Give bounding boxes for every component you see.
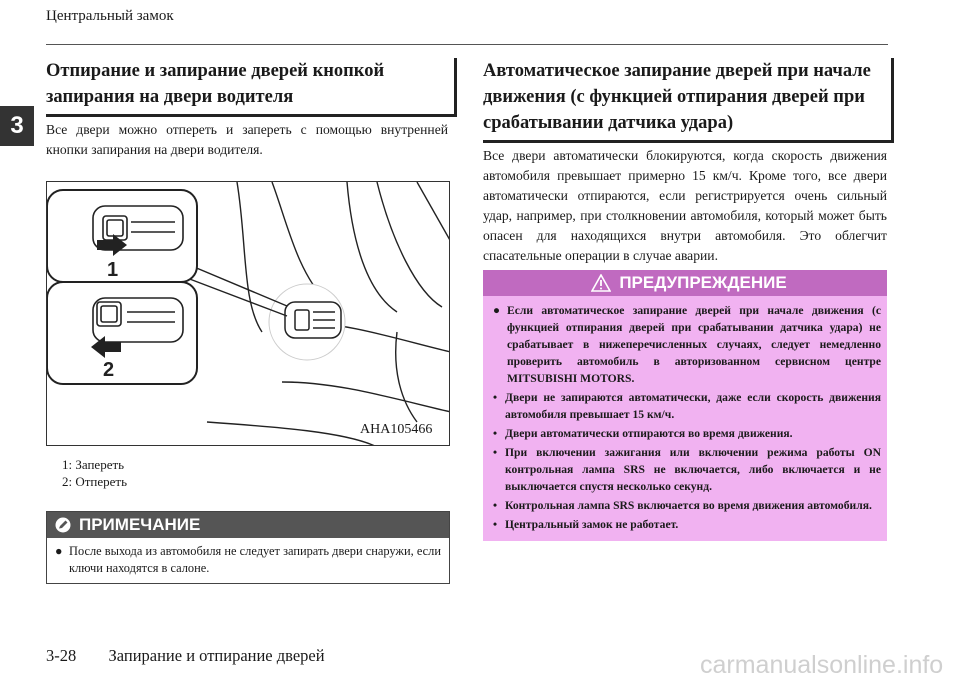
warning-list-item: • Центральный замок не работает. (493, 518, 679, 531)
running-header: Центральный замок (46, 8, 174, 24)
warning-list-item: • При включении зажигания или включении режима работы ON контрольная лампа SRS не включается, либо включается и не выключается спустя несколько секунд. (493, 446, 881, 493)
chapter-tab[interactable]: 3 (0, 106, 34, 146)
warning-item-text: Центральный замок не работает. (505, 518, 679, 531)
caption-unlock: 2: Отпереть (62, 474, 128, 489)
warning-item-text: При включении зажигания или включении режима работы ON контрольная лампа SRS не включается, либо включается и не выключается спустя несколько секунд. (505, 446, 881, 493)
figure-captions (62, 456, 127, 490)
note-header (47, 512, 449, 538)
note-body (47, 538, 449, 583)
warning-list-item: • Двери не запираются автоматически, даже если скорость движения автомобиля превышает 15 км/ч. (493, 391, 881, 421)
section-heading-driver-lock: Отпирание и запирание дверей кнопкой запирания на двери водителя (46, 58, 457, 117)
note-title: ПРИМЕЧАНИЕ (79, 515, 201, 534)
auto-lock-description: Все двери автоматически блокируются, когда скорость движения автомобиля превышает примерно 15 км/ч. Кроме того, все двери автоматически отпираются, если регистрируется очень сильный удар, например, при столкновении автомобиля, который может быть опасен для находящихся внутри автомобиля. Это облегчит спасательные операции в случае аварии. (483, 148, 887, 263)
note-box (46, 511, 450, 584)
bullet-dot-icon: ● (493, 304, 501, 317)
watermark-text: carmanualsonline.info (700, 651, 944, 679)
warning-box (483, 270, 887, 541)
callout-1: 1 (107, 259, 119, 281)
section-heading-auto-lock: Автоматическое запирание дверей при начале движения (с функцией отпирания дверей при срабатывании датчика удара) (483, 58, 894, 143)
footer-title: Запирание и отпирание дверей (108, 646, 325, 665)
warning-item-text: Контрольная лампа SRS включается во время движения автомобиля. (505, 499, 872, 512)
warning-list-item: • Двери автоматически отпираются во время движения. (493, 427, 793, 440)
warning-triangle-icon (591, 274, 611, 292)
figure-code: AHA105466 (360, 422, 433, 437)
door-lock-illustration (47, 182, 450, 446)
warning-header (483, 270, 887, 296)
note-text: После выхода из автомобиля не следует запирать двери снаружи, если ключи находятся в салоне. (69, 544, 441, 575)
warning-list-item: • Контрольная лампа SRS включается во время движения автомобиля. (493, 499, 872, 512)
warning-body (483, 296, 887, 541)
driver-lock-description: Все двери можно отпереть и запереть с помощью внутренней кнопки запирания на двери водителя. (46, 122, 448, 157)
door-lock-figure (46, 181, 450, 446)
warning-lead-item (493, 302, 881, 387)
header-divider (46, 44, 888, 45)
bullet-dot-icon: ● (55, 544, 63, 558)
warning-item-text: Двери автоматически отпираются во время движения. (505, 427, 793, 440)
callout-2: 2 (103, 359, 115, 381)
page-footer (46, 646, 325, 666)
caption-lock: 1: Запереть (62, 457, 125, 472)
page-number: 3-28 (46, 646, 77, 665)
warning-item-text: Двери не запираются автоматически, даже если скорость движения автомобиля превышает 15 км/ч. (505, 391, 881, 421)
warning-lead: Если автоматическое запирание дверей при начале движения (с функцией отпирания дверей при срабатывании датчика удара) не срабатывает в нижеперечисленных случаях, следует немедленно проверить автомобиль в авторизованном сервисном центре MITSUBISHI MOTORS. (507, 304, 881, 385)
warning-title: ПРЕДУПРЕЖДЕНИЕ (619, 273, 787, 292)
pencil-icon (55, 517, 71, 533)
